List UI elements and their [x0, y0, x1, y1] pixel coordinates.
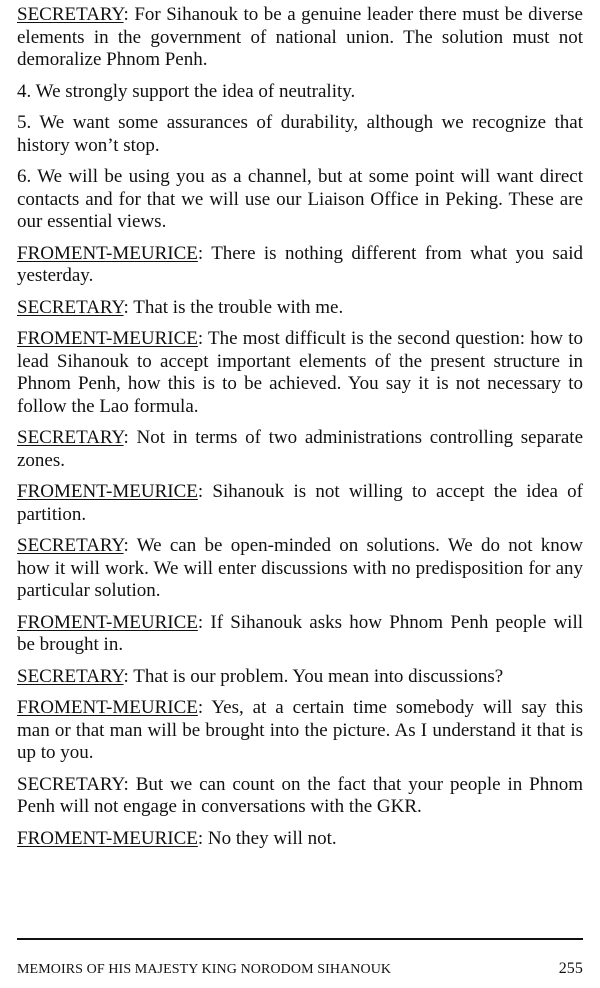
running-title: MEMOIRS OF HIS MAJESTY KING NORODOM SIHANOUK	[17, 962, 392, 977]
speaker-label: SECRETARY	[17, 4, 124, 25]
footer-divider	[17, 938, 583, 940]
speaker-label: FROMENT-MEURICE	[17, 242, 198, 264]
paragraph-text: : We can be open-minded on solutions. We do not know how it will work. We will enter discussions with no predisposition for any particular solution.	[17, 535, 583, 601]
speaker-label: SECRETARY	[17, 773, 124, 795]
speaker-label: SECRETARY	[17, 427, 124, 448]
paragraph-text: : That is the trouble with me.	[123, 296, 344, 318]
page-footer	[17, 960, 583, 978]
speaker-label: FROMENT-MEURICE	[17, 697, 198, 718]
speaker-label: SECRETARY	[17, 296, 124, 318]
page-number: 255	[558, 960, 583, 977]
transcript-paragraph	[17, 4, 583, 72]
paragraph-text: : Yes, at a certain time somebody will say this man or that man will be brought into the picture. As I understand it that is up to you.	[17, 697, 583, 763]
speaker-label: SECRETARY	[17, 535, 124, 556]
transcript-paragraph	[17, 166, 583, 234]
paragraph-text: : That is our problem. You mean into discussions?	[123, 665, 504, 687]
transcript-paragraph	[17, 297, 583, 320]
speaker-label: SECRETARY	[17, 665, 124, 687]
speaker-label: FROMENT-MEURICE	[17, 827, 198, 849]
transcript-paragraph	[17, 697, 583, 765]
transcript-paragraph	[17, 112, 583, 157]
transcript-paragraph	[17, 328, 583, 418]
paragraph-text: : But we can count on the fact that your people in Phnom Penh will not engage in conversations with the GKR.	[17, 773, 583, 817]
paragraph-text: : Sihanouk is not willing to accept the idea of partition.	[17, 481, 583, 525]
transcript-body	[17, 4, 583, 850]
transcript-paragraph	[17, 774, 583, 819]
paragraph-text: : No they will not.	[197, 827, 337, 849]
transcript-paragraph	[17, 81, 583, 104]
paragraph-text: : If Sihanouk asks how Phnom Penh people will be brought in.	[17, 611, 583, 655]
paragraph-text: 4. We strongly support the idea of neutrality.	[17, 80, 356, 102]
transcript-paragraph	[17, 828, 583, 851]
transcript-paragraph	[17, 481, 583, 526]
transcript-paragraph	[17, 666, 583, 689]
paragraph-text: : Not in terms of two administrations controlling separate zones.	[17, 427, 583, 471]
transcript-paragraph	[17, 243, 583, 288]
paragraph-text: : There is nothing different from what you said yesterday.	[17, 242, 583, 286]
transcript-paragraph	[17, 427, 583, 472]
paragraph-text: : For Sihanouk to be a genuine leader there must be diverse elements in the government of national union. The solution must not demoralize Phnom Penh.	[17, 4, 583, 70]
paragraph-text: 5. We want some assurances of durability, although we recognize that history won’t stop.	[17, 112, 583, 156]
transcript-paragraph	[17, 612, 583, 657]
speaker-label: FROMENT-MEURICE	[17, 328, 198, 349]
speaker-label: FROMENT-MEURICE	[17, 481, 198, 502]
speaker-label: FROMENT-MEURICE	[17, 611, 198, 633]
transcript-paragraph	[17, 535, 583, 603]
paragraph-text: 6. We will be using you as a channel, but at some point will want direct contacts and for that we will use our Liaison Office in Peking. These are our essential views.	[17, 166, 583, 232]
paragraph-text: : The most difficult is the second question: how to lead Sihanouk to accept important elements of the present structure in Phnom Penh, how this is to be achieved. You say it is not necessary to follow the Lao formula.	[17, 328, 583, 417]
